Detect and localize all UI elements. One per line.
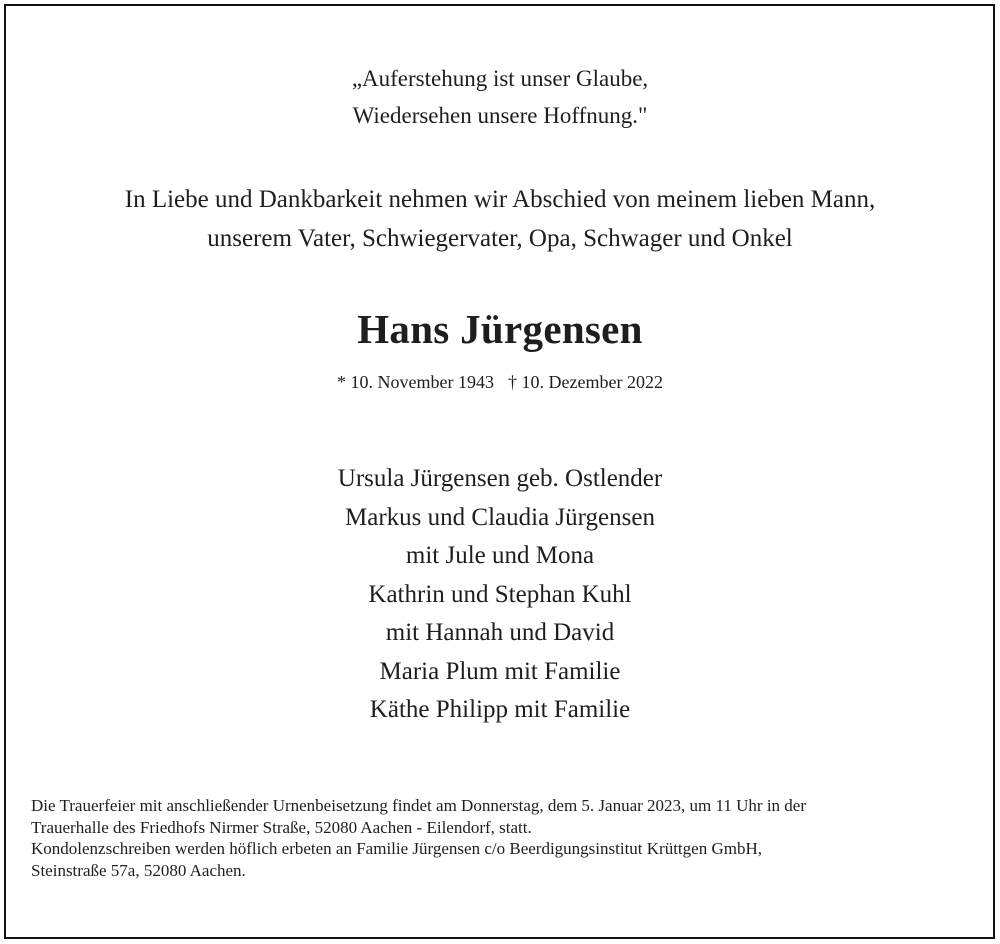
- intro-line-2: unserem Vater, Schwiegervater, Opa, Schwager und Onkel: [207, 225, 793, 252]
- footer-line-3: Kondolenzschreiben werden höflich erbeten an Familie Jürgensen c/o Beerdigungsinstitut Krüttgen GmbH,: [31, 839, 762, 858]
- birth-date: * 10. November 1943: [337, 372, 495, 392]
- mourner-line: Käthe Philipp mit Familie: [369, 696, 631, 723]
- mourner-line: mit Hannah und David: [385, 619, 615, 646]
- footer-line-4: Steinstraße 57a, 52080 Aachen.: [31, 860, 246, 880]
- funeral-details: [31, 795, 976, 881]
- quote-line-2: Wiedersehen unsere Hoffnung.": [352, 103, 648, 128]
- intro-line-1: In Liebe und Dankbarkeit nehmen wir Abschied von meinem lieben Mann,: [124, 186, 876, 213]
- mourner-line: mit Jule und Mona: [405, 542, 595, 569]
- footer-line-1: Die Trauerfeier mit anschließender Urnenbeisetzung findet am Donnerstag, dem 5. Januar 2023, um 11 Uhr in der: [31, 796, 807, 815]
- mourner-line: Markus und Claudia Jürgensen: [345, 503, 655, 531]
- mourner-line: Ursula Jürgensen geb. Ostlender: [337, 465, 663, 492]
- life-dates: [0, 369, 1000, 395]
- mourner-line: Maria Plum mit Familie: [379, 657, 621, 685]
- mourners-list: [0, 460, 1000, 730]
- footer-line-2: Trauerhalle des Friedhofs Nirmer Straße, 52080 Aachen - Eilendorf, statt.: [31, 817, 532, 837]
- farewell-intro: [0, 180, 1000, 258]
- memorial-quote: [0, 60, 1000, 134]
- death-date: † 10. Dezember 2022: [508, 372, 663, 392]
- mourner-line: Kathrin und Stephan Kuhl: [368, 580, 632, 608]
- deceased-name: Hans Jürgensen: [357, 306, 643, 352]
- quote-line-1: „Auferstehung ist unser Glaube,: [351, 66, 649, 91]
